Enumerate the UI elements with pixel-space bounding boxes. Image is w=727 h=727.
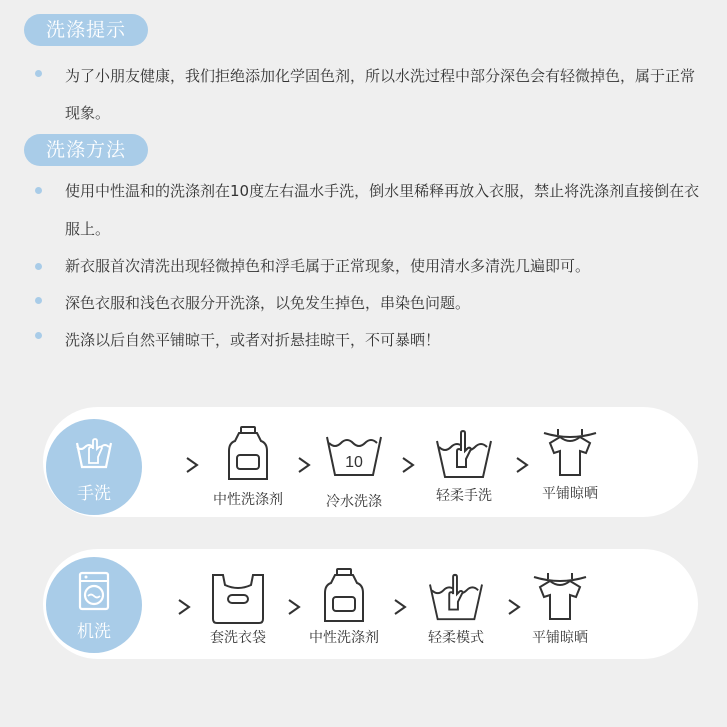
step-flat-dry xyxy=(515,425,625,503)
list-item xyxy=(0,172,727,248)
method-text: 使用中性温和的洗涤剂在10度左右温水手洗，倒水里稀释再放入衣服，禁止将洗涤剂直接倒在衣服上。 xyxy=(65,182,700,238)
machine-wash-label: 机洗 xyxy=(77,622,111,642)
list-item xyxy=(0,322,727,359)
step-detergent xyxy=(193,425,303,509)
section-title-method: 洗涤方法 xyxy=(24,134,148,166)
step-gentle-mode xyxy=(401,571,511,647)
hand-wash-icon xyxy=(427,571,485,625)
hand-wash-label: 手洗 xyxy=(77,484,111,504)
bullet-dot xyxy=(35,263,42,270)
step-label: 套洗衣袋 xyxy=(210,630,266,646)
hand-wash-icon xyxy=(435,427,493,483)
method-text: 深色衣服和浅色衣服分开洗涤，以免发生掉色，串染色问题。 xyxy=(65,294,471,312)
temperature-label: 10 xyxy=(345,454,363,471)
machine-wash-card xyxy=(43,549,698,659)
machine-wash-badge xyxy=(46,557,142,653)
step-gentle-hand xyxy=(409,427,519,505)
tshirt-hanger-icon xyxy=(542,425,598,481)
wash-basin-icon xyxy=(325,431,383,483)
hand-wash-card xyxy=(43,407,698,517)
step-detergent xyxy=(289,567,399,647)
bullet-dot xyxy=(35,70,42,77)
method-text: 新衣服首次清洗出现轻微掉色和浮毛属于正常现象，使用清水多清洗几遍即可。 xyxy=(65,257,591,275)
step-label: 冷水洗涤 xyxy=(326,494,382,510)
bullet-dot xyxy=(35,297,42,304)
hand-wash-badge xyxy=(46,419,142,515)
step-label: 轻柔模式 xyxy=(428,630,484,646)
step-laundry-bag xyxy=(183,569,293,647)
washing-machine-icon xyxy=(74,571,114,611)
list-item xyxy=(0,58,727,132)
step-label: 轻柔手洗 xyxy=(436,488,492,504)
detergent-bottle-icon xyxy=(323,567,365,625)
method-list xyxy=(0,172,727,359)
list-item xyxy=(0,248,727,285)
tips-list xyxy=(0,58,727,132)
hand-wash-icon xyxy=(74,433,114,473)
section-title-tips: 洗涤提示 xyxy=(24,14,148,46)
tip-text: 为了小朋友健康，我们拒绝添加化学固色剂，所以水洗过程中部分深色会有轻微掉色，属于正常现象。 xyxy=(65,67,696,122)
bullet-dot xyxy=(35,187,42,194)
step-cold-wash xyxy=(299,431,409,511)
step-label: 中性洗涤剂 xyxy=(309,630,379,646)
list-item xyxy=(0,285,727,322)
tshirt-hanger-icon xyxy=(532,569,588,625)
laundry-bag-icon xyxy=(209,569,267,625)
step-label: 平铺晾晒 xyxy=(542,486,598,502)
step-label: 中性洗涤剂 xyxy=(213,492,283,508)
step-flat-dry xyxy=(505,569,615,647)
method-text: 洗涤以后自然平铺晾干，或者对折悬挂晾干，不可暴晒！ xyxy=(65,331,441,349)
step-label: 平铺晾晒 xyxy=(532,630,588,646)
bullet-dot xyxy=(35,332,42,339)
detergent-bottle-icon xyxy=(227,425,269,483)
